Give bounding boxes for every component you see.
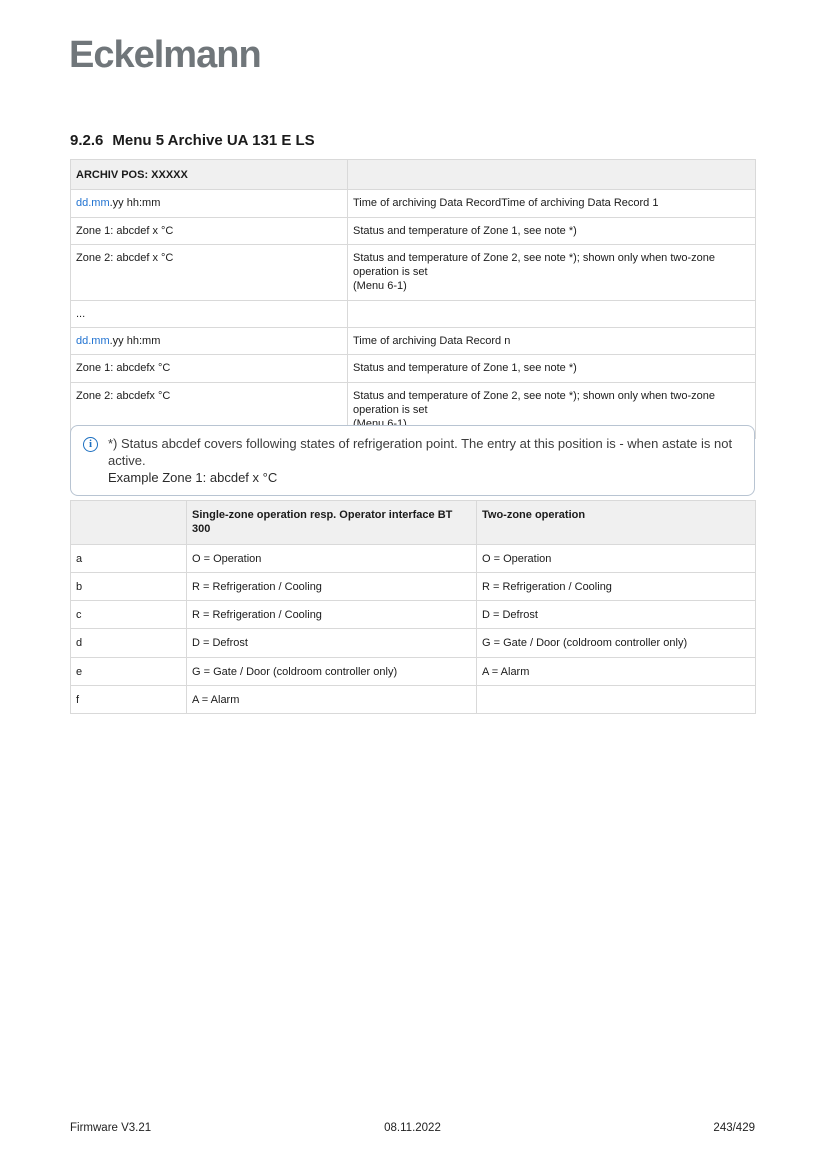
status-codes-table (70, 500, 756, 714)
table-row (71, 601, 756, 629)
note-text (108, 435, 738, 486)
footer-page-number: 243/429 (713, 1122, 755, 1134)
description-cell: Time of archiving Data RecordTime of archiving Data Record 1 (348, 190, 756, 217)
table-row (71, 686, 756, 714)
archive-header-empty (348, 160, 756, 190)
description-cell: Status and temperature of Zone 1, see note *) (348, 217, 756, 244)
zone1-cell: Zone 1: abcdefx °C (71, 355, 348, 382)
code-letter-cell: c (71, 601, 187, 629)
footer-date: 08.11.2022 (384, 1122, 441, 1134)
single-zone-cell: R = Refrigeration / Cooling (187, 572, 477, 600)
footer-firmware-version: Firmware V3.21 (70, 1122, 152, 1134)
menu-reference: (Menu 6-1) (353, 280, 407, 293)
code-letter-cell: a (71, 544, 187, 572)
info-note-box (70, 425, 755, 496)
table-row (71, 217, 756, 244)
description-text: Status and temperature of Zone 2, see note *); shown only when two-zone operation is set (353, 389, 715, 416)
note-example: Example Zone 1: abcdef x °C (108, 470, 278, 486)
status-header-two-zone: Two-zone operation (477, 501, 756, 545)
ellipsis-cell: ... (71, 300, 348, 327)
date-placeholder-rest: .yy hh:mm (109, 335, 161, 348)
description-cell: Time of archiving Data Record n (348, 328, 756, 355)
section-number: 9.2.6 (70, 132, 104, 149)
single-zone-cell: G = Gate / Door (coldroom controller only) (187, 657, 477, 685)
two-zone-cell: A = Alarm (477, 657, 756, 685)
section-heading (70, 132, 315, 150)
two-zone-cell (477, 686, 756, 714)
status-table-header-row (71, 501, 756, 545)
table-row (71, 572, 756, 600)
single-zone-cell: O = Operation (187, 544, 477, 572)
description-cell (348, 244, 756, 300)
code-letter-cell: f (71, 686, 187, 714)
single-zone-cell: D = Defrost (187, 629, 477, 657)
timestamp-cell (71, 190, 348, 217)
status-header-empty (71, 501, 187, 545)
table-row (71, 629, 756, 657)
zone2-cell: Zone 2: abcdef x °C (71, 244, 348, 300)
eckelmann-logo: Eckelmann (69, 34, 261, 76)
archive-table (70, 159, 756, 439)
date-placeholder-rest: .yy hh:mm (109, 197, 161, 210)
timestamp-cell (71, 328, 348, 355)
table-row (71, 244, 756, 300)
page-footer (70, 1122, 755, 1134)
code-letter-cell: b (71, 572, 187, 600)
table-row (71, 355, 756, 382)
two-zone-cell: D = Defrost (477, 601, 756, 629)
two-zone-cell: G = Gate / Door (coldroom controller only) (477, 629, 756, 657)
single-zone-cell: A = Alarm (187, 686, 477, 714)
status-header-single-zone: Single-zone operation resp. Operator interface BT 300 (187, 501, 477, 545)
zone2-cell: Zone 2: abcdefx °C (71, 382, 348, 438)
table-row (71, 328, 756, 355)
empty-cell (348, 300, 756, 327)
table-row (71, 544, 756, 572)
two-zone-cell: O = Operation (477, 544, 756, 572)
code-letter-cell: d (71, 629, 187, 657)
code-letter-cell: e (71, 657, 187, 685)
section-title: Menu 5 Archive UA 131 E LS (112, 132, 315, 149)
archive-table-header-row (71, 160, 756, 190)
table-row (71, 657, 756, 685)
date-placeholder-link[interactable]: dd.mm (76, 335, 110, 348)
description-text: Status and temperature of Zone 2, see note *); shown only when two-zone operation is set (353, 251, 715, 279)
info-icon: i (83, 437, 98, 452)
note-line1: *) Status abcdef covers following states of refrigeration point. The entry at this position is - when astate is not active. (108, 436, 733, 469)
archive-pos-header: ARCHIV POS: XXXXX (71, 160, 348, 190)
table-row (71, 300, 756, 327)
description-cell: Status and temperature of Zone 1, see note *) (348, 355, 756, 382)
two-zone-cell: R = Refrigeration / Cooling (477, 572, 756, 600)
date-placeholder-link[interactable]: dd.mm (76, 197, 110, 210)
single-zone-cell: R = Refrigeration / Cooling (187, 601, 477, 629)
zone1-cell: Zone 1: abcdef x °C (71, 217, 348, 244)
table-row (71, 190, 756, 217)
